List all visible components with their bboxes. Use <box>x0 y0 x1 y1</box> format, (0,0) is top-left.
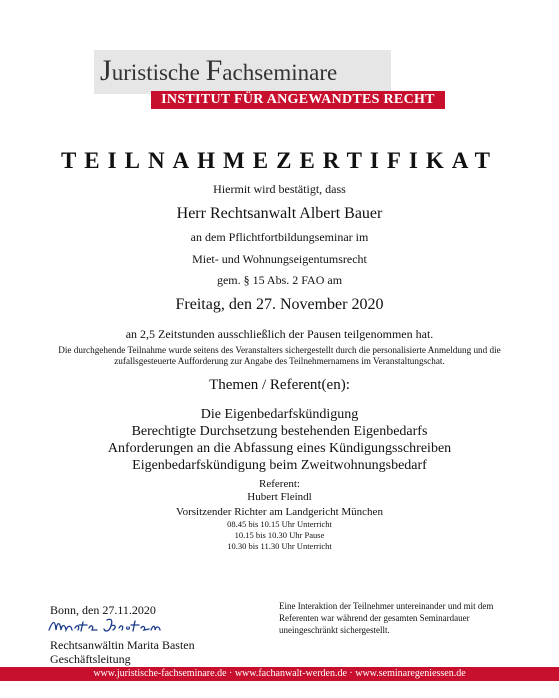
interaction-note: Eine Interaktion der Teilnehmer untereinander und mit dem Referenten war während der gesamten Seminardauer uneingeschränkt sichergestellt. <box>279 601 494 635</box>
footer-left <box>50 603 156 617</box>
themes-heading: Themen / Referent(en): <box>209 377 350 393</box>
footer-links[interactable]: www.juristische-fachseminare.de · www.fachanwalt-werden.de · www.seminaregeniessen.de <box>93 668 466 679</box>
topic-4: Eigenbedarfskündigung beim Zweitwohnungsbedarf <box>132 458 427 473</box>
participant-name: Herr Rechtsanwalt Albert Bauer <box>176 205 383 222</box>
logo-wordmark: Juristische Fachseminare <box>100 54 338 87</box>
topic-3: Anforderungen an die Abfassung eines Kündigungsschreiben <box>107 441 452 456</box>
topic-1: Die Eigenbedarfskündigung <box>200 407 359 422</box>
referent-label: Referent: <box>259 478 300 490</box>
topic-2: Berechtigte Durchsetzung bestehenden Eigenbedarfs <box>131 424 428 439</box>
place-date: Bonn, den 27.11.2020 <box>50 603 156 617</box>
schedule-item-3: 10.30 bis 11.30 Uhr Unterricht <box>227 541 332 551</box>
intro-text: Hiermit wird bestätigt, dass <box>213 182 346 196</box>
schedule-item-1: 08.45 bis 10.15 Uhr Unterricht <box>227 519 332 529</box>
signer-role: Geschäftsleitung <box>50 652 131 666</box>
participation-note: Die durchgehende Teilnahme wurde seitens des Veranstalters sichergestellt durch die personalisierte Anmeldung und die zufallsgesteuerte Aufforderung zur Angabe des Teilnehmernamens im Veranstaltungschat. <box>58 345 501 366</box>
signature-image <box>47 616 187 638</box>
seminar-line-3: gem. § 15 Abs. 2 FAO am <box>216 273 343 287</box>
signer-name: Rechtsanwältin Marita Basten <box>50 638 195 652</box>
schedule-item-2: 10.15 bis 10.30 Uhr Pause <box>234 530 325 540</box>
signer-block <box>50 638 195 666</box>
referent-name: Hubert Fleindl <box>247 491 312 503</box>
certificate-title: TEILNAHMEZERTIFIKAT <box>60 148 499 173</box>
referent-title: Vorsitzender Richter am Landgericht München <box>176 506 383 518</box>
seminar-date: Freitag, den 27. November 2020 <box>175 296 384 313</box>
hours-statement: an 2,5 Zeitstunden ausschließlich der Pausen teilgenommen hat. <box>125 327 434 341</box>
seminar-line-1: an dem Pflichtfortbildungseminar im <box>190 230 369 244</box>
logo-subtitle: INSTITUT FÜR ANGEWANDTES RECHT <box>161 92 435 107</box>
seminar-line-2: Miet- und Wohnungseigentumsrecht <box>192 252 367 266</box>
